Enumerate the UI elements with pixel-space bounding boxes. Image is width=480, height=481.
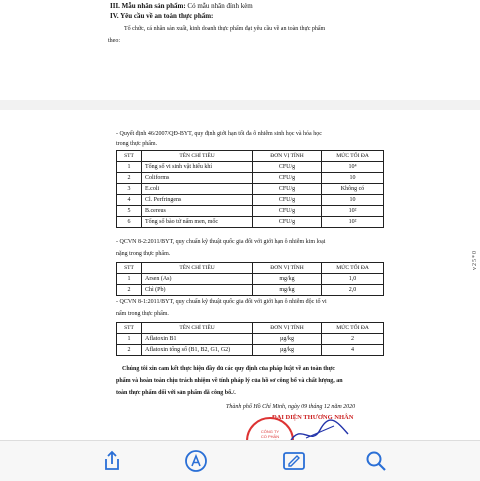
- table-row: 3 E.coli CFU/g Không có: [117, 184, 384, 195]
- qcvn-8-1-line-1: - QCVN 8-1:2011/BYT, quy chuẩn kỹ thuật quốc gia đối với giới hạn ô nhiễm độc tố vi: [116, 299, 327, 305]
- share-icon[interactable]: [100, 449, 124, 473]
- date-line: Thành phố Hồ Chí Minh, ngày 09 tháng 12 năm 2020: [226, 404, 356, 410]
- table-header: TÊN CHỈ TIÊU: [142, 263, 253, 274]
- section-4-text-2: theo:: [108, 38, 120, 44]
- qd-46-line-2: trong thực phẩm.: [116, 141, 158, 147]
- heavy-metal-limits-table: [116, 262, 384, 296]
- mycotoxin-limits-table: [116, 322, 384, 356]
- qcvn-8-2-line-1: - QCVN 8-2:2011/BYT, quy chuẩn kỹ thuật quốc gia đối với giới hạn ô nhiễm kim loại: [116, 239, 326, 245]
- commitment-line-2: phẩm và hoàn toàn chịu trách nhiệm về tính pháp lý của hồ sơ công bố và chất lượng, an: [116, 378, 343, 384]
- table-header: ĐƠN VỊ TÍNH: [253, 151, 322, 162]
- section-4-heading: IV. Yêu cầu về an toàn thực phẩm:: [110, 12, 214, 20]
- document-page-2: [0, 110, 480, 440]
- microbial-limits-table: [116, 150, 384, 228]
- markup-icon[interactable]: [184, 449, 208, 473]
- table-row: 2 Coliforms CFU/g 10: [117, 173, 384, 184]
- table-header: ĐƠN VỊ TÍNH: [253, 263, 322, 274]
- qcvn-8-2-line-2: nặng trong thực phẩm.: [116, 251, 171, 257]
- signer-title: ĐẠI DIỆN THƯƠNG NHÂN: [272, 414, 354, 421]
- table-header: MỨC TỐI ĐA: [322, 151, 384, 162]
- qcvn-8-1-line-2: nấm trong thực phẩm.: [116, 311, 169, 317]
- section-4-text-1: Tổ chức, cá nhân sản xuất, kinh doanh thực phẩm đạt yêu cầu về an toàn thực phẩm: [124, 26, 326, 32]
- bottom-toolbar: [0, 440, 480, 481]
- company-stamp: CÔNG TY CỔ PHẦN: [246, 417, 294, 465]
- table-row: 2 Chì (Pb) mg/kg 2,0: [117, 285, 384, 296]
- table-header: MỨC TỐI ĐA: [322, 323, 384, 334]
- table-header: MỨC TỐI ĐA: [322, 263, 384, 274]
- table-row: 1 Tổng số vi sinh vật hiếu khí CFU/g 10⁴: [117, 162, 384, 173]
- table-row: 6 Tổng số bào tử nấm men, mốc CFU/g 10²: [117, 217, 384, 228]
- table-header: TÊN CHỈ TIÊU: [142, 323, 253, 334]
- qd-46-line-1: - Quyết định 46/2007/QĐ-BYT, quy định giới hạn tối đa ô nhiễm sinh học và hóa học: [116, 131, 322, 137]
- table-row: 2 Aflatoxin tổng số (B1, B2, G1, G2) µg/kg 4: [117, 345, 384, 356]
- side-margin-text: v25*0: [472, 250, 478, 270]
- table-row: 4 Cl. Perfringens CFU/g 10: [117, 195, 384, 206]
- table-header: STT: [117, 263, 142, 274]
- document-page-1: [0, 0, 480, 100]
- commitment-line-1: Chúng tôi xin cam kết thực hiện đầy đủ các quy định của pháp luật về an toàn thực: [122, 366, 335, 372]
- commitment-line-3: toàn thực phẩm đối với sản phẩm đã công bố./.: [116, 390, 236, 396]
- table-header: STT: [117, 151, 142, 162]
- table-row: 1 Aflatoxin B1 µg/kg 2: [117, 334, 384, 345]
- section-3-heading: III. Mẫu nhãn sản phẩm: Có mẫu nhãn đính kèm: [110, 2, 253, 10]
- table-row: 5 B.cereus CFU/g 10²: [117, 206, 384, 217]
- annotate-icon[interactable]: [282, 449, 306, 473]
- table-header: TÊN CHỈ TIÊU: [142, 151, 253, 162]
- table-header: STT: [117, 323, 142, 334]
- search-icon[interactable]: [364, 449, 388, 473]
- table-header: ĐƠN VỊ TÍNH: [253, 323, 322, 334]
- table-row: 1 Arsen (As) mg/kg 1,0: [117, 274, 384, 285]
